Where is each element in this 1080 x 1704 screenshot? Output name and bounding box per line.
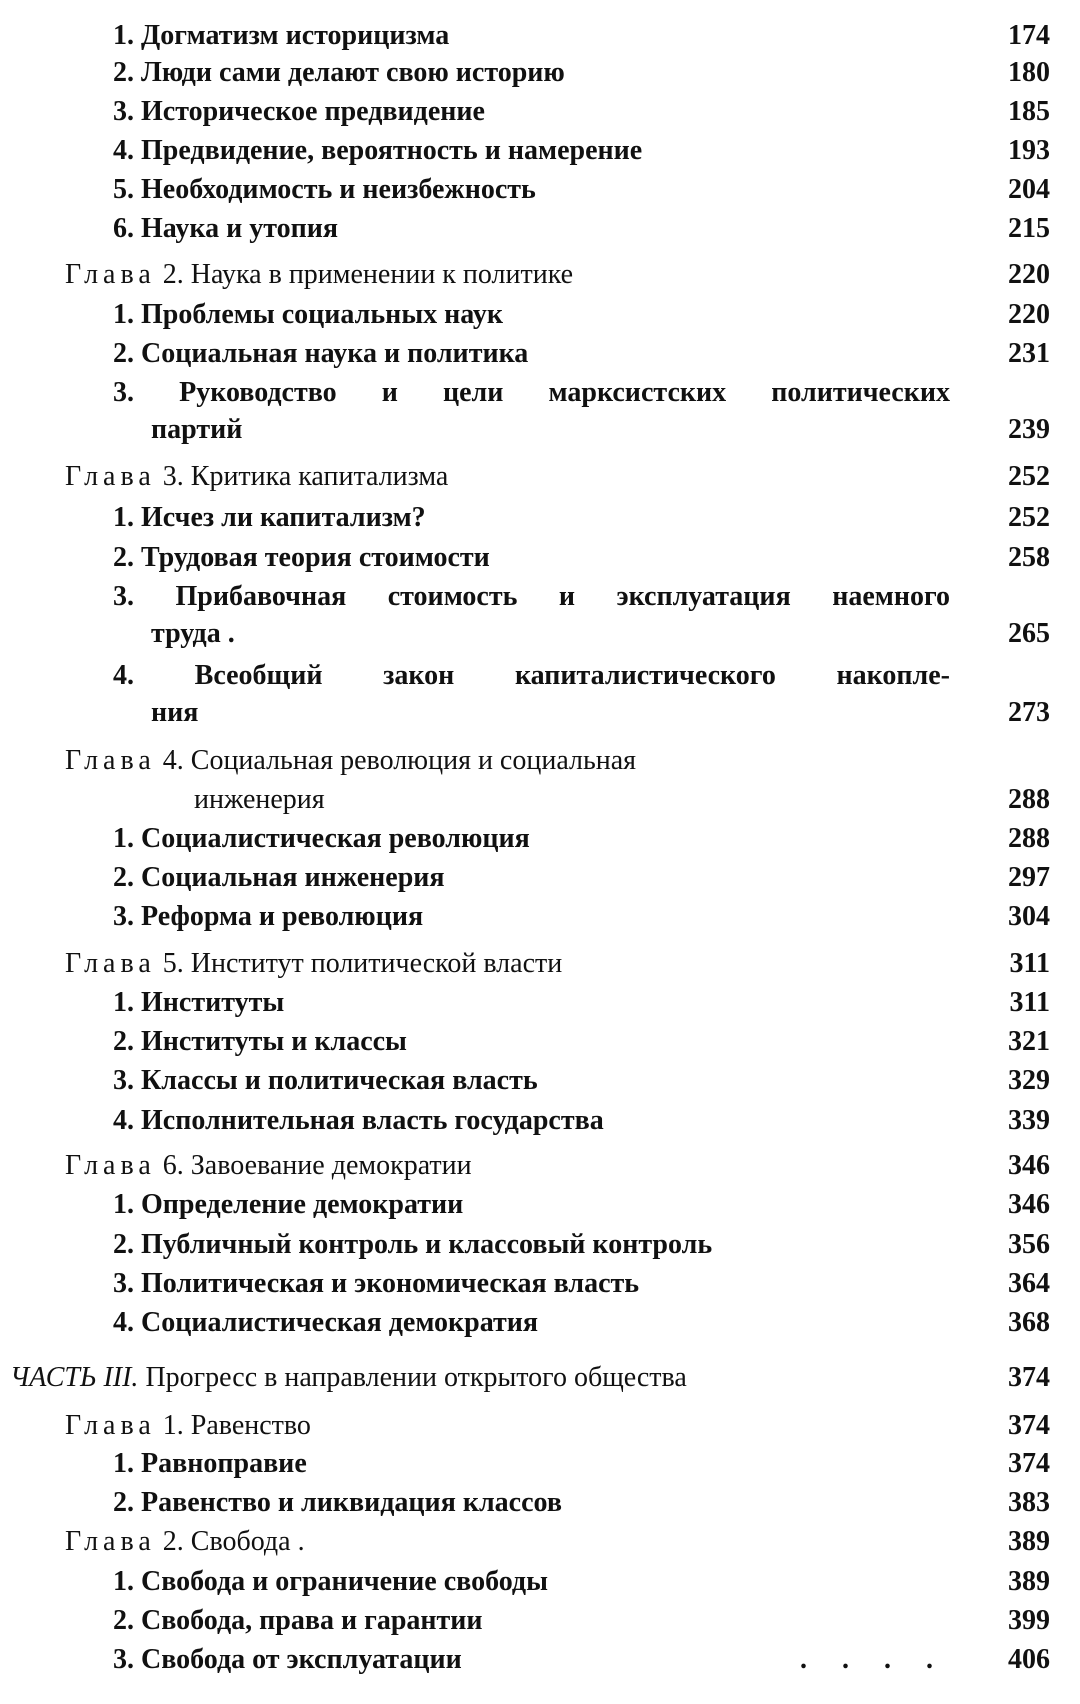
section-title: 2. Социальная наука и политика <box>113 338 529 369</box>
page-number: 220 <box>1008 299 1050 330</box>
section-title: 4. Всеобщий закон капиталистического накопле- <box>113 660 950 691</box>
section-title: 1. Определение демократии <box>113 1189 464 1220</box>
page-number: 321 <box>1008 1026 1050 1057</box>
toc-section-line <box>113 1185 463 1225</box>
section-title: 4. Социалистическая демократия <box>113 1307 539 1338</box>
chapter-label: Глава <box>65 745 156 776</box>
section-title: 1. Догматизм историцизма <box>113 20 450 51</box>
toc-section-line <box>113 1061 538 1101</box>
toc-chapter-line <box>65 1522 305 1562</box>
page-number: 368 <box>1008 1307 1050 1338</box>
section-title: 2. Трудовая теория стоимости <box>113 542 490 573</box>
chapter-title: 2. Свобода . <box>162 1526 305 1557</box>
chapter-label: Глава <box>65 259 156 290</box>
toc-section-line <box>113 1601 483 1641</box>
toc-part-line <box>10 1358 687 1398</box>
toc-section-line <box>113 577 950 617</box>
chapter-title: 1. Равенство <box>162 1410 311 1441</box>
page-number: 193 <box>1008 135 1050 166</box>
page-number: 180 <box>1008 57 1050 88</box>
toc-chapter-line <box>65 457 448 497</box>
part-label: ЧАСТЬ III. <box>10 1362 139 1393</box>
section-title: 1. Проблемы социальных наук <box>113 299 504 330</box>
toc-chapter-line <box>65 1146 472 1186</box>
section-title: 4. Предвидение, вероятность и намерение <box>113 135 643 166</box>
page-number: 311 <box>1009 948 1050 979</box>
section-title: 2. Люди сами делают свою историю <box>113 57 565 88</box>
page-number: 288 <box>1008 823 1050 854</box>
toc-section-line <box>113 538 490 578</box>
toc-section-line <box>113 170 536 210</box>
page-number: 204 <box>1008 174 1050 205</box>
toc-section-line <box>113 1022 407 1062</box>
toc-section-line <box>113 53 565 93</box>
chapter-title: 2. Наука в применении к политике <box>162 259 574 290</box>
section-title: 2. Институты и классы <box>113 1026 407 1057</box>
toc-section-line <box>113 858 445 898</box>
chapter-title: 5. Институт политической власти <box>162 948 563 979</box>
chapter-label: Глава <box>65 948 156 979</box>
section-title: 1. Исчез ли капитализм? <box>113 502 426 533</box>
page-number: 252 <box>1008 461 1050 492</box>
page-number: 383 <box>1008 1487 1050 1518</box>
toc-chapter-line <box>65 255 573 295</box>
section-title: 1. Институты <box>113 987 285 1018</box>
page-number: 258 <box>1008 542 1050 573</box>
section-title: 3. Свобода от эксплуатации <box>113 1644 462 1675</box>
section-title: 3. Классы и политическая власть <box>113 1065 538 1096</box>
page-number: 311 <box>1009 987 1050 1018</box>
page-number: 288 <box>1008 784 1050 815</box>
page-number: 389 <box>1008 1566 1050 1597</box>
page-number: 185 <box>1008 96 1050 127</box>
toc-chapter-line <box>65 741 636 781</box>
section-title: 1. Социалистическая революция <box>113 823 530 854</box>
toc-section-line <box>113 1444 307 1484</box>
page-number: 374 <box>1008 1362 1050 1393</box>
toc-section-line <box>113 1483 562 1523</box>
toc-section-line <box>113 92 485 132</box>
section-title: 1. Равноправие <box>113 1448 307 1479</box>
chapter-title: 3. Критика капитализма <box>162 461 449 492</box>
toc-chapter-line <box>65 1406 311 1446</box>
page-number: 374 <box>1008 1448 1050 1479</box>
page-number: 252 <box>1008 502 1050 533</box>
page-number: 231 <box>1008 338 1050 369</box>
toc-section-line <box>113 819 530 859</box>
page-number: 364 <box>1008 1268 1050 1299</box>
chapter-label: Глава <box>65 461 156 492</box>
chapter-title: 4. Социальная революция и социальная <box>162 745 637 776</box>
toc-section-continuation: труда . <box>151 618 235 649</box>
chapter-label: Глава <box>65 1410 156 1441</box>
section-title: 4. Исполнительная власть государства <box>113 1105 604 1136</box>
toc-section-line <box>113 1303 538 1343</box>
toc-section-line <box>113 334 528 374</box>
section-title: 2. Равенство и ликвидация классов <box>113 1487 562 1518</box>
page-number: 339 <box>1008 1105 1050 1136</box>
section-title: 5. Необходимость и неизбежность <box>113 174 536 205</box>
part-title: Прогресс в направлении открытого общества <box>145 1362 687 1393</box>
page-number: 220 <box>1008 259 1050 290</box>
section-title: 3. Политическая и экономическая власть <box>113 1268 640 1299</box>
section-title: 2. Публичный контроль и классовый контроль <box>113 1229 713 1260</box>
section-title: 3. Историческое предвидение <box>113 96 485 127</box>
page-number: 304 <box>1008 901 1050 932</box>
toc-section-line <box>113 131 642 171</box>
dot-leader: . . . . <box>800 1644 947 1675</box>
page-number: 273 <box>1008 697 1050 728</box>
page-number: 356 <box>1008 1229 1050 1260</box>
page-number: 215 <box>1008 213 1050 244</box>
page-number: 174 <box>1008 20 1050 51</box>
toc-section-line <box>113 1101 604 1141</box>
section-title: 6. Наука и утопия <box>113 213 338 244</box>
toc-section-line <box>113 897 423 937</box>
toc-section-line <box>113 209 338 249</box>
page-number: 329 <box>1008 1065 1050 1096</box>
chapter-label: Глава <box>65 1150 156 1181</box>
toc-section-line <box>113 1640 462 1680</box>
toc-section-line <box>113 16 449 56</box>
section-title: 1. Свобода и ограничение свободы <box>113 1566 548 1597</box>
page-number: 374 <box>1008 1410 1050 1441</box>
page-number: 346 <box>1008 1189 1050 1220</box>
toc-section-line <box>113 1264 639 1304</box>
page-number: 265 <box>1008 618 1050 649</box>
page-number: 239 <box>1008 414 1050 445</box>
page-number: 346 <box>1008 1150 1050 1181</box>
page-number: 297 <box>1008 862 1050 893</box>
toc-section-line <box>113 1225 712 1265</box>
page-number: 389 <box>1008 1526 1050 1557</box>
toc-section-continuation: партий <box>151 414 243 445</box>
toc-section-line <box>113 498 426 538</box>
page-number: 399 <box>1008 1605 1050 1636</box>
toc-section-line <box>113 983 284 1023</box>
section-title: 3. Руководство и цели марксистских политических <box>113 377 950 408</box>
section-title: 2. Свобода, права и гарантии <box>113 1605 483 1636</box>
toc-section-continuation: ния <box>151 697 199 728</box>
section-title: 3. Прибавочная стоимость и эксплуатация наемного <box>113 581 950 612</box>
toc-section-line <box>113 373 950 413</box>
toc-chapter-line <box>65 944 562 984</box>
toc-section-line <box>113 295 503 335</box>
section-title: 3. Реформа и революция <box>113 901 424 932</box>
toc-section-line <box>113 656 950 696</box>
toc-chapter-continuation: инженерия <box>194 784 325 815</box>
section-title: 2. Социальная инженерия <box>113 862 445 893</box>
page-number: 406 <box>1008 1644 1050 1675</box>
toc-section-line <box>113 1562 548 1602</box>
chapter-title: 6. Завоевание демократии <box>162 1150 472 1181</box>
chapter-label: Глава <box>65 1526 156 1557</box>
